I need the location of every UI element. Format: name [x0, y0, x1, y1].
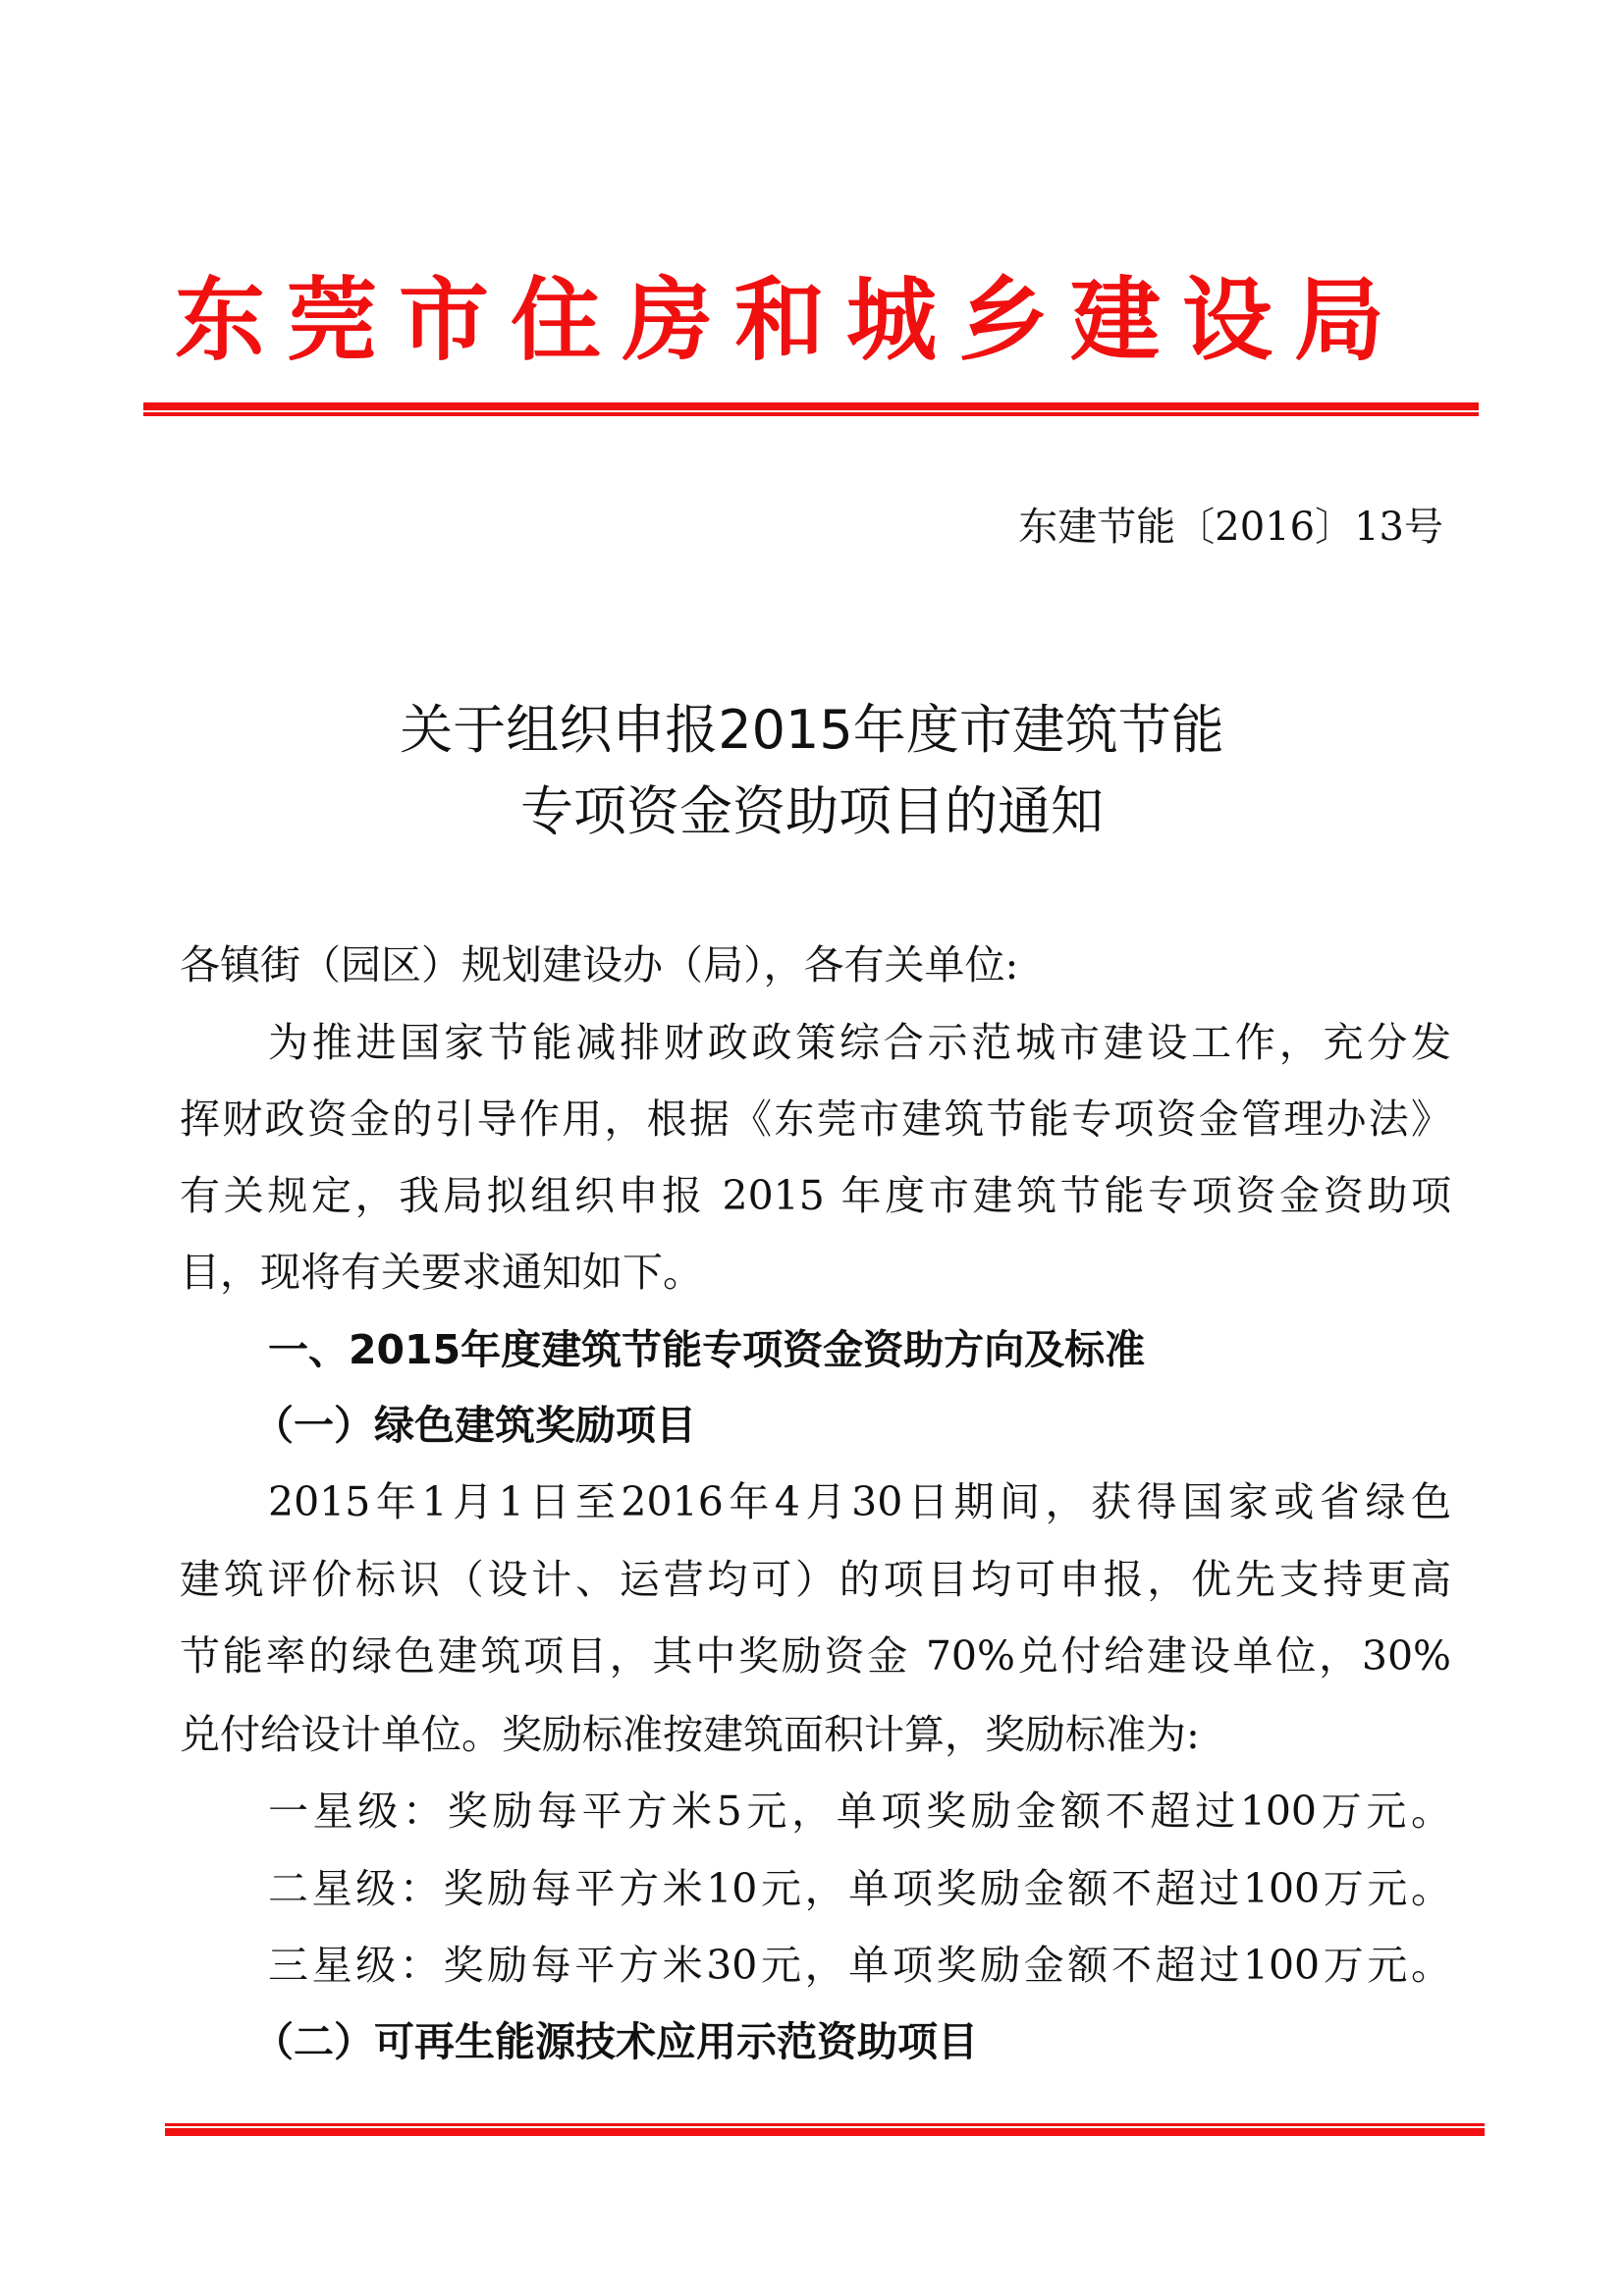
- subsection-heading: （一）绿色建筑奖励项目: [253, 1402, 696, 1449]
- letterhead-divider-thin: [143, 412, 1479, 416]
- paragraph-line: 2015年1月1日至2016年4月30日期间，获得国家或省绿色: [268, 1478, 1451, 1525]
- paragraph-line: 建筑评价标识（设计、运营均可）的项目均可申报，优先支持更高: [180, 1556, 1451, 1603]
- paragraph-line: 挥财政资金的引导作用，根据《东莞市建筑节能专项资金管理办法》: [180, 1095, 1451, 1143]
- paragraph-line: 有关规定，我局拟组织申报 2015 年度市建筑节能专项资金资助项: [180, 1172, 1451, 1219]
- paragraph-line: 为推进国家节能减排财政政策综合示范城市建设工作，充分发: [268, 1019, 1451, 1066]
- subsection-heading: （二）可再生能源技术应用示范资助项目: [253, 2018, 978, 2065]
- letterhead-divider-thick: [143, 402, 1479, 410]
- award-standard-line: 二星级：奖励每平方米10元，单项奖励金额不超过100万元。: [268, 1865, 1451, 1912]
- footer-divider-thick: [165, 2128, 1485, 2136]
- award-standard-line: 一星级：奖励每平方米5元，单项奖励金额不超过100万元。: [268, 1788, 1451, 1835]
- salutation: 各镇街（园区）规划建设办（局），各有关单位:: [180, 941, 1019, 988]
- award-standard-line: 三星级：奖励每平方米30元，单项奖励金额不超过100万元。: [268, 1942, 1451, 1989]
- document-number: 东建节能〔2016〕13号: [1018, 505, 1443, 550]
- paragraph-line: 目，现将有关要求通知如下。: [180, 1249, 703, 1296]
- paragraph-line: 兑付给设计单位。奖励标准按建筑面积计算，奖励标准为:: [180, 1711, 1200, 1758]
- paragraph-line: 节能率的绿色建筑项目，其中奖励资金 70%兑付给建设单位，30%: [180, 1632, 1451, 1680]
- notice-title-line-2: 专项资金资助项目的通知: [520, 780, 1104, 842]
- footer-divider-thin: [165, 2123, 1485, 2126]
- section-heading: 一、2015年度建筑节能专项资金资助方向及标准: [268, 1326, 1146, 1373]
- notice-title-line-1: 关于组织申报2015年度市建筑节能: [400, 699, 1224, 761]
- organization-letterhead: 东莞市住房和城乡建设局: [175, 268, 1384, 373]
